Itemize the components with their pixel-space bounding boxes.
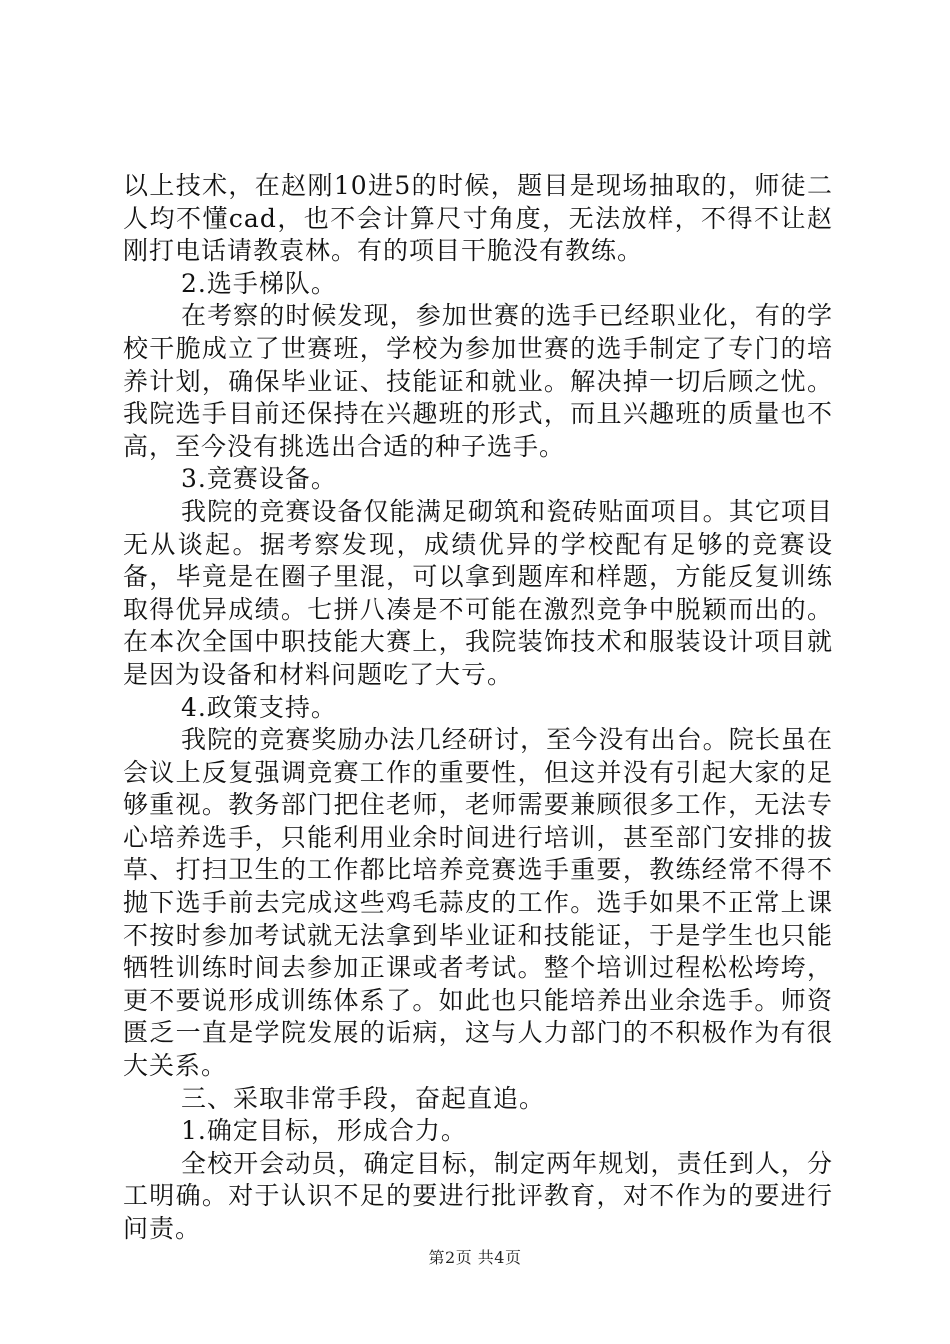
paragraph-equipment: 我院的竞赛设备仅能满足砌筑和瓷砖贴面项目。其它项目无从谈起。据考察发现，成绩优异的学校配有足够的竞赛设备，毕竟是在圈子里混，可以拿到题库和样题，方能反复训练取得优异成绩。七拼八凑是不可能在激烈竞争中脱颖而出的。在本次全国中职技能大赛上，我院装饰技术和服装设计项目就是因为设备和材料问题吃了大亏。: [123, 496, 833, 689]
document-body: [123, 170, 833, 1246]
subheading-set-goals: 1.确定目标，形成合力。: [181, 1116, 467, 1146]
subheading-policy-support: 4.政策支持。: [181, 692, 337, 722]
paragraph-set-goals: 全校开会动员，确定目标，制定两年规划，责任到人，分工明确。对于认识不足的要进行批评教育，对不作为的要进行问责。: [123, 1148, 833, 1243]
subheading-player-echelon: 2.选手梯队。: [181, 268, 337, 298]
paragraph-player-echelon: 在考察的时候发现，参加世赛的选手已经职业化，有的学校干脆成立了世赛班，学校为参加世赛的选手制定了专门的培养计划，确保毕业证、技能证和就业。解决掉一切后顾之忧。我院选手目前还保持在兴趣班的形式，而且兴趣班的质量也不高，至今没有挑选出合适的种子选手。: [123, 301, 833, 461]
subheading-equipment: 3.竞赛设备。: [181, 464, 337, 494]
section-heading-three: 三、采取非常手段，奋起直追。: [181, 1083, 546, 1113]
paragraph-policy-support: 我院的竞赛奖励办法几经研讨，至今没有出台。院长虽在会议上反复强调竞赛工作的重要性，但这并没有引起大家的足够重视。教务部门把住老师，老师需要兼顾很多工作，无法专心培养选手，只能利用业余时间进行培训，甚至部门安排的拔草、打扫卫生的工作都比培养竞赛选手重要，教练经常不得不抛下选手前去完成这些鸡毛蒜皮的工作。选手如果不正常上课不按时参加考试就无法拿到毕业证和技能证，于是学生也只能牺牲训练时间去参加正课或者考试。整个培训过程松松垮垮，更不要说形成训练体系了。如此也只能培养出业余选手。师资匮乏一直是学院发展的诟病，这与人力部门的不积极作为有很大关系。: [123, 725, 833, 1081]
page-footer: 第2页 共4页: [428, 1248, 522, 1267]
paragraph-continued: 以上技术，在赵刚10进5的时候，题目是现场抽取的，师徒二人均不懂cad，也不会计算尺寸角度，无法放样，不得不让赵刚打电话请教袁林。有的项目干脆没有教练。: [123, 171, 833, 266]
